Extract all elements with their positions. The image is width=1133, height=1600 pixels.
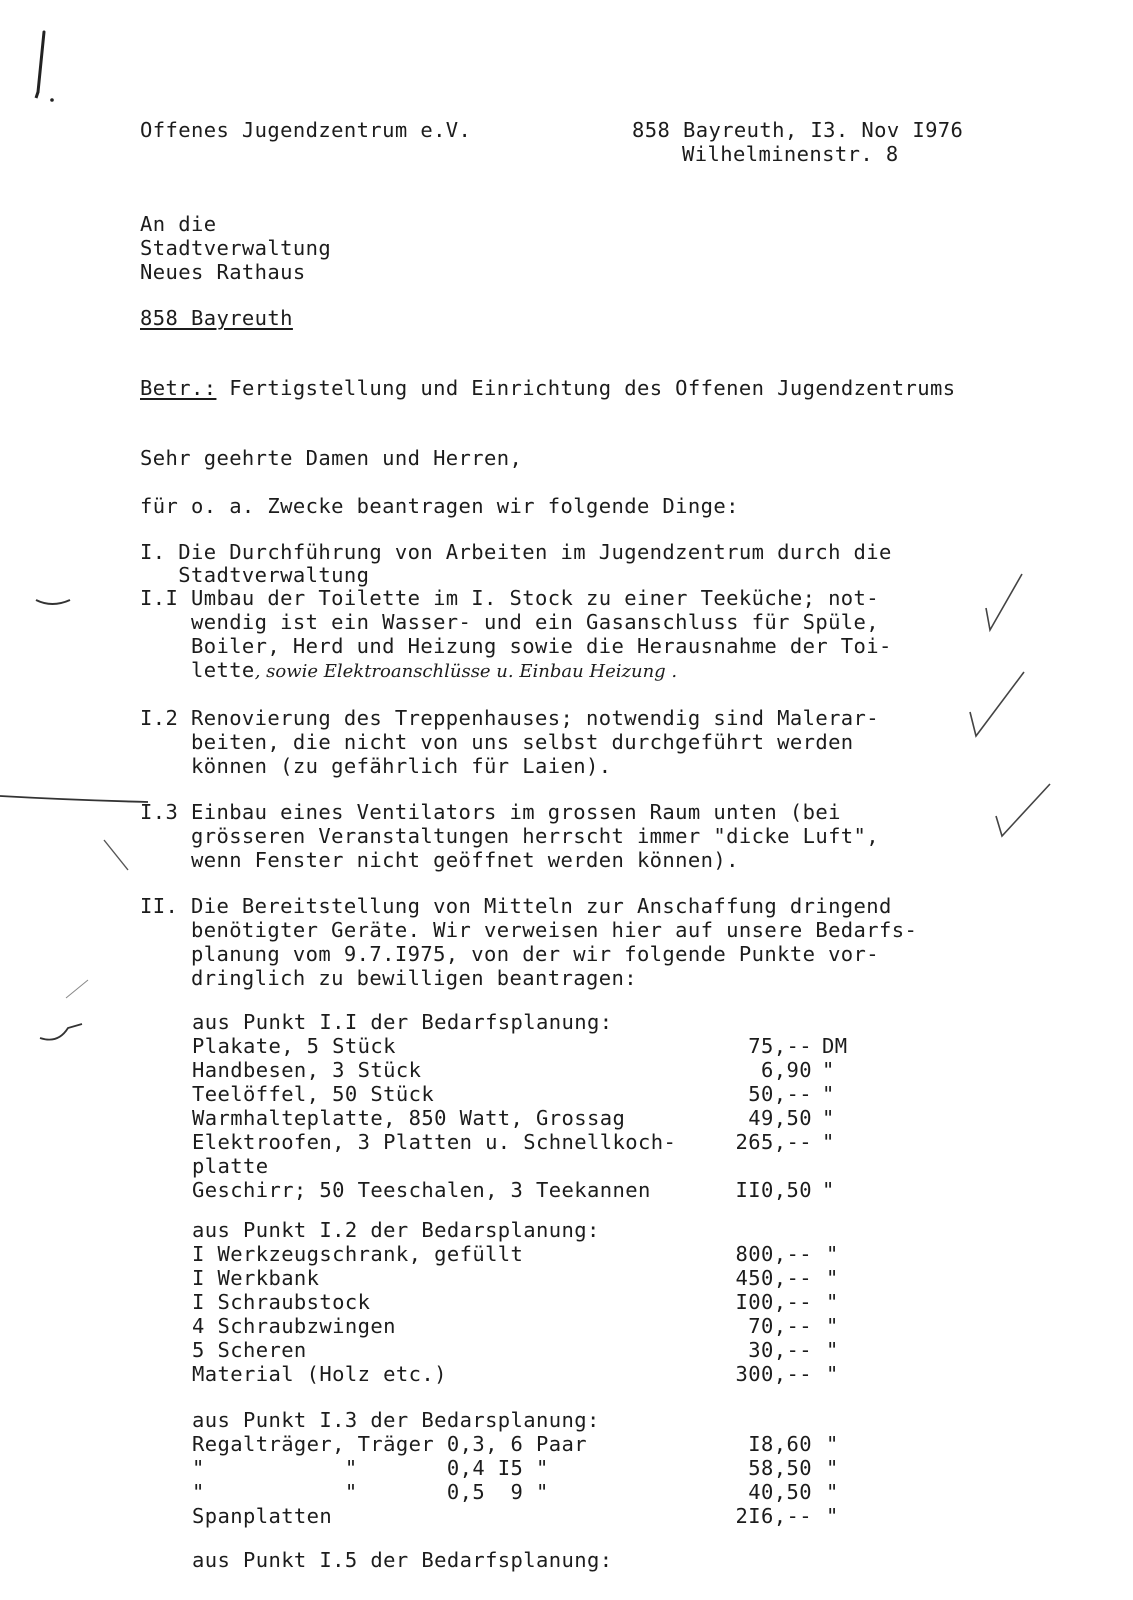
item11-line-1: I.I Umbau der Toilette im I. Stock zu einer Teeküche; not-	[140, 586, 880, 610]
corner-pen-mark	[30, 28, 70, 108]
list1-row-unit: DM	[822, 1034, 848, 1058]
list2-row-amount: 30,--	[748, 1338, 812, 1362]
margin-dash-mark	[38, 1022, 84, 1046]
list2-row-amount: 70,--	[748, 1314, 812, 1338]
list3-row-item: " " 0,5 9 "	[192, 1480, 549, 1504]
list1-row-unit: "	[822, 1178, 835, 1202]
intro-text: für o. a. Zwecke beantragen wir folgende Dinge:	[140, 494, 739, 518]
section2-line-4: dringlich zu bewilligen beantragen:	[140, 966, 637, 990]
list1-row-amount: II0,50	[735, 1178, 812, 1202]
list2-row-item: Material (Holz etc.)	[192, 1362, 447, 1386]
recipient-line-3: Neues Rathaus	[140, 260, 306, 284]
list3-row-unit: "	[826, 1432, 839, 1456]
section2-line-2: benötigter Geräte. Wir verweisen hier auf unsere Bedarfs-	[140, 918, 918, 942]
list2-row-amount: 300,--	[735, 1362, 812, 1386]
margin-dash-mark	[34, 596, 74, 610]
recipient-line-2: Stadtverwaltung	[140, 236, 332, 260]
list2-row-amount: 450,--	[735, 1266, 812, 1290]
item11-line-3: Boiler, Herd und Heizung sowie die Herausnahme der Toi-	[140, 634, 892, 658]
item12-line-3: können (zu gefährlich für Laien).	[140, 754, 612, 778]
list2-row-unit: "	[826, 1266, 839, 1290]
salutation: Sehr geehrte Damen und Herren,	[140, 446, 523, 470]
margin-tick-mark	[98, 836, 134, 876]
list1-row-unit: "	[822, 1058, 835, 1082]
list3-row-unit: "	[826, 1480, 839, 1504]
list3-row-amount: 2I6,--	[735, 1504, 812, 1528]
list2-row-unit: "	[826, 1338, 839, 1362]
list1-row-amount: 75,--	[748, 1034, 812, 1058]
sender-name: Offenes Jugendzentrum e.V.	[140, 118, 472, 142]
list1-row-item: Warmhalteplatte, 850 Watt, Grossag	[192, 1106, 626, 1130]
list3-row-amount: 40,50	[748, 1480, 812, 1504]
item13-line-3: wenn Fenster nicht geöffnet werden können).	[140, 848, 739, 872]
subject-label: Betr.:	[140, 376, 217, 400]
list3-row-item: " " 0,4 I5 "	[192, 1456, 549, 1480]
list2-row-item: 5 Scheren	[192, 1338, 307, 1362]
list1-row-item: Handbesen, 3 Stück	[192, 1058, 422, 1082]
list1-row-amount: 49,50	[748, 1106, 812, 1130]
list1-row-amount: 6,90	[761, 1058, 812, 1082]
section2-line-3: planung vom 9.7.I975, von der wir folgende Punkte vor-	[140, 942, 880, 966]
list1-row-unit: "	[822, 1082, 835, 1106]
list2-heading: aus Punkt I.2 der Bedarsplanung:	[192, 1218, 600, 1242]
list1-row-item: Geschirr; 50 Teeschalen, 3 Teekannen	[192, 1178, 651, 1202]
list3-row-amount: I8,60	[748, 1432, 812, 1456]
list3-row-amount: 58,50	[748, 1456, 812, 1480]
place-date: 858 Bayreuth, I3. Nov I976	[632, 118, 964, 142]
list2-row-item: I Werkzeugschrank, gefüllt	[192, 1242, 524, 1266]
recipient-city: 858 Bayreuth	[140, 306, 293, 330]
margin-line-mark	[0, 792, 150, 806]
list1-row-unit: "	[822, 1130, 835, 1154]
subject-text: Fertigstellung und Einrichtung des Offenen Jugendzentrums	[229, 376, 956, 400]
list3-row-item: Spanplatten	[192, 1504, 333, 1528]
checkmark-icon	[978, 570, 1028, 640]
item11-line-4-typed: lette	[140, 658, 255, 682]
list2-row-item: I Schraubstock	[192, 1290, 371, 1314]
item13-line-1: I.3 Einbau eines Ventilators im grossen Raum unten (bei	[140, 800, 841, 824]
list2-row-amount: I00,--	[735, 1290, 812, 1314]
item11-line-2: wendig ist ein Wasser- und ein Gasanschluss für Spüle,	[140, 610, 880, 634]
section1-line-1: I. Die Durchführung von Arbeiten im Jugendzentrum durch die	[140, 540, 892, 564]
list1-row-amount: 265,--	[735, 1130, 812, 1154]
list2-row-item: 4 Schraubzwingen	[192, 1314, 396, 1338]
list1-row-item: platte	[192, 1154, 269, 1178]
checkmark-icon	[966, 668, 1028, 742]
checkmark-icon	[992, 780, 1054, 844]
list3-heading: aus Punkt I.3 der Bedarsplanung:	[192, 1408, 600, 1432]
item11-handwritten-note: , sowie Elektroanschlüsse u. Einbau Heizung .	[254, 661, 678, 682]
list1-row-item: Plakate, 5 Stück	[192, 1034, 396, 1058]
list3-row-item: Regalträger, Träger 0,3, 6 Paar	[192, 1432, 588, 1456]
list2-row-unit: "	[826, 1290, 839, 1314]
sender-street: Wilhelminenstr. 8	[682, 142, 899, 166]
list3-row-unit: "	[826, 1504, 839, 1528]
item13-line-2: grösseren Veranstaltungen herrscht immer "dicke Luft",	[140, 824, 880, 848]
section1-line-2: Stadtverwaltung	[140, 563, 370, 587]
list1-row-item: Teelöffel, 50 Stück	[192, 1082, 435, 1106]
list1-row-item: Elektroofen, 3 Platten u. Schnellkoch-	[192, 1130, 677, 1154]
section2-line-1: II. Die Bereitstellung von Mitteln zur Anschaffung dringend	[140, 894, 892, 918]
margin-tick-mark	[62, 974, 92, 1004]
list1-heading: aus Punkt I.I der Bedarfsplanung:	[192, 1010, 613, 1034]
list2-row-unit: "	[826, 1242, 839, 1266]
list1-row-unit: "	[822, 1106, 835, 1130]
list2-row-unit: "	[826, 1314, 839, 1338]
item12-line-2: beiten, die nicht von uns selbst durchgeführt werden	[140, 730, 854, 754]
list2-row-unit: "	[826, 1362, 839, 1386]
list4-heading: aus Punkt I.5 der Bedarfsplanung:	[192, 1548, 613, 1572]
recipient-line-1: An die	[140, 212, 217, 236]
list2-row-item: I Werkbank	[192, 1266, 320, 1290]
item12-line-1: I.2 Renovierung des Treppenhauses; notwendig sind Malerar-	[140, 706, 880, 730]
list1-row-amount: 50,--	[748, 1082, 812, 1106]
item11-line-4	[140, 658, 677, 684]
list3-row-unit: "	[826, 1456, 839, 1480]
subject-line	[140, 376, 956, 400]
list2-row-amount: 800,--	[735, 1242, 812, 1266]
